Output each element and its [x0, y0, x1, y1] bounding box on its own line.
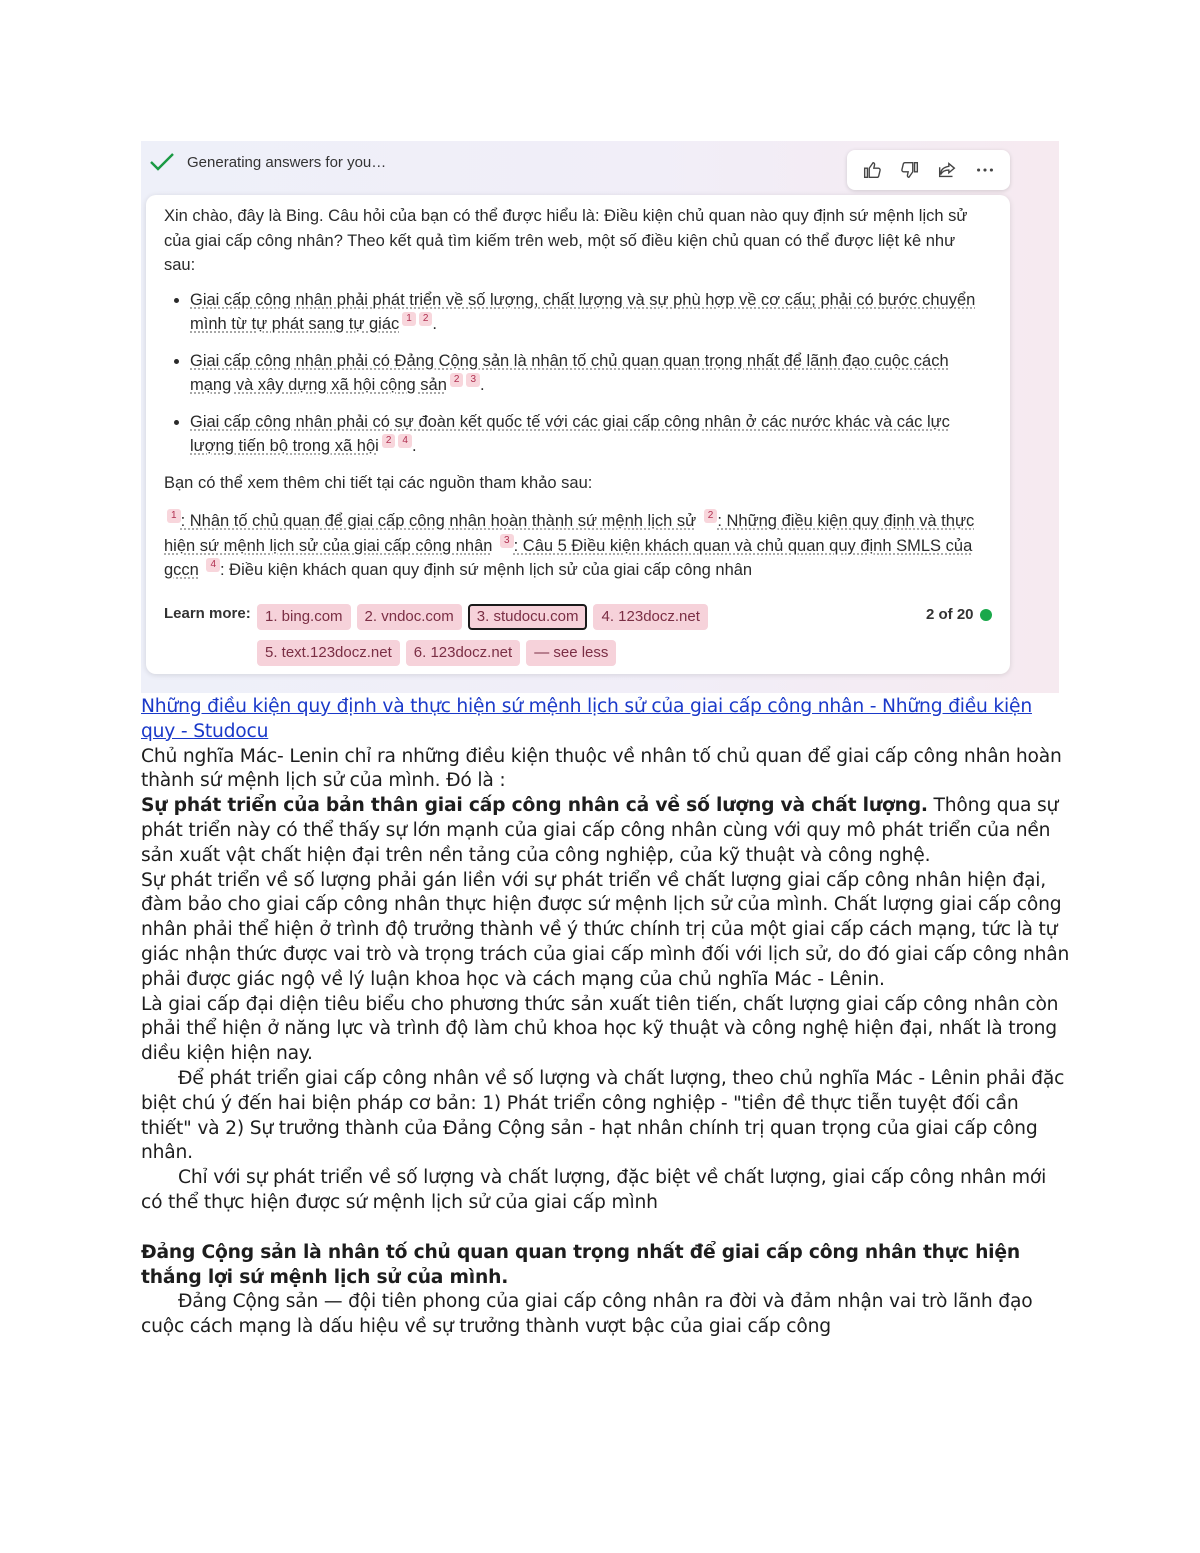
learn-more-label: Learn more:	[164, 605, 251, 622]
reference-list	[164, 509, 984, 583]
reaction-toolbar	[847, 150, 1010, 190]
paragraph: Để phát triển giai cấp công nhân về số lượng và chất lượng, theo chủ nghĩa Mác - Lênin phải đặc biệt chú ý đến hai biện pháp cơ bản: 1) Phát triển công nghiệp - "tiền đề thực tiễn tuyệt đối cần thiết" và 2) Sự trưởng thành của Đảng Cộng sản - hạt nhân chính trị quan trọng của giai cấp công nhân.	[141, 1067, 1065, 1164]
thumbs-down-icon[interactable]	[898, 158, 922, 182]
sources-intro: Bạn có thể xem thêm chi tiết tại các nguồn tham khảo sau:	[164, 473, 593, 492]
document-body	[141, 695, 1071, 1340]
paragraph: Đảng Cộng sản — đội tiên phong của giai cấp công nhân ra đời và đảm nhận vai trò lãnh đạo cuộc cách mạng là dấu hiệu về sự trưởng thành vượt bậc của giai cấp công	[141, 1291, 1033, 1338]
studocu-link[interactable]: Những điều kiện quy định và thực hiện sứ mệnh lịch sử của giai cấp công nhân - Những điều kiện quy - Studocu	[141, 696, 1032, 742]
paragraph: Chỉ với sự phát triển về số lượng và chất lượng, đặc biệt về chất lượng, giai cấp công nhân mới có thể thực hiện được sứ mệnh lịch sử của giai cấp mình	[141, 1167, 1047, 1213]
paragraph: Sự phát triển của bản thân giai cấp công nhân cả về số lượng và chất lượng. Thông qua sự phát triển này có thể thấy sự lớn mạnh của giai cấp công nhân cùng với quy mô phát triển của nền sản xuất vật chất hiện đại trên nền tảng của công nghiệp, của kỹ thuật và công nghệ.	[141, 795, 1059, 866]
reference-link[interactable]: : Điều kiện khách quan quy định sứ mệnh lịch sử của giai cấp công nhân	[220, 561, 753, 579]
paragraph: Chủ nghĩa Mác- Lenin chỉ ra những điều kiện thuộc về nhân tố chủ quan để giai cấp công nhân hoàn thành sứ mệnh lịch sử của mình. Đó là :	[141, 745, 1062, 792]
citation-badge[interactable]: 1	[167, 509, 181, 523]
citation-badge[interactable]: 3	[500, 534, 514, 548]
bing-answer-screenshot	[141, 141, 1059, 693]
source-chips	[257, 604, 777, 676]
reference-link[interactable]: : Những điều kiện quy định và thực hiện sứ mệnh lịch sử của giai cấp công nhân	[164, 512, 975, 555]
citation-badge[interactable]: 2	[704, 509, 718, 523]
paragraph: Là giai cấp đại diện tiêu biểu cho phương thức sản xuất tiên tiến, chất lượng giai cấp công nhân còn phải thể hiện ở năng lực và trình độ làm chủ khoa học kỹ thuật và công nghệ hiện đại, nhất là trong diều kiện hiện nay.	[141, 993, 1059, 1065]
share-icon[interactable]	[935, 158, 959, 182]
citation-badge[interactable]: 2	[419, 312, 433, 326]
generating-status	[149, 151, 386, 173]
answer-bullet: • Giai cấp công nhân phải có Đảng Cộng sản là nhân tố chủ quan quan trọng nhất để lãnh đạo cuộc cách mạng và xây dựng xã hội cộng sản 2 3 .	[190, 349, 984, 398]
more-options-icon[interactable]	[973, 158, 997, 182]
citation-badge[interactable]: 2	[382, 434, 396, 448]
thumbs-up-icon[interactable]	[860, 158, 884, 182]
status-text: Generating answers for you…	[187, 153, 387, 171]
source-chip[interactable]: 1. bing.com	[257, 604, 351, 630]
citation-badge[interactable]: 4	[398, 434, 412, 448]
bold-heading: Sự phát triển của bản thân giai cấp công nhân cả về số lượng và chất lượng.	[141, 795, 928, 817]
status-dot	[980, 609, 992, 621]
source-chip-selected[interactable]: 3. studocu.com	[468, 604, 588, 630]
answer-bullet: • Giai cấp công nhân phải phát triển về số lượng, chất lượng và sự phù hợp về cơ cấu; phải có bước chuyển mình từ tự phát sang tự giác 1 2 .	[190, 288, 984, 337]
see-less-button[interactable]: — see less	[526, 640, 616, 666]
response-counter: 2 of 20	[926, 606, 992, 623]
source-chip[interactable]: 4. 123docz.net	[593, 604, 707, 630]
reference-link[interactable]: : Câu 5 Điều kiện khách quan và chủ quan quy định SMLS của gccn	[164, 536, 973, 579]
citation-badge[interactable]: 4	[206, 558, 220, 572]
paragraph: Sự phát triển về số lượng phải gán liền với sự phát triển về chất lượng giai cấp công nhân hiện đại, đàm bảo cho giai cấp công nhân thực hiện được sứ mệnh lịch sử của mình. Chất lượng giai cấp công nhân phải thể hiện ở trình độ trưởng thành về ý thức chính trị của một giai cấp cách mạng, tức là tự giác nhận thức được vai trò và trọng trách của giai cấp mình đối với lịch sử, do đó giai cấp công nhân phải được giác ngộ về lý luận khoa học và cách mạng của chủ nghĩa Mác - Lênin.	[141, 869, 1070, 990]
answer-intro: Xin chào, đây là Bing. Câu hỏi của bạn có thể được hiểu là: Điều kiện chủ quan nào quy định sứ mệnh lịch sử của giai cấp công nhân? Theo kết quả tìm kiếm trên web, một số điều kiện chủ quan có thể được liệt kê như sau:	[164, 207, 968, 274]
citation-badge[interactable]: 2	[450, 373, 464, 387]
answer-bullet: • Giai cấp công nhân phải có sự đoàn kết quốc tế với các giai cấp công nhân ở các nước khác và các lực lượng tiến bộ trong xã hội 2 4 .	[190, 410, 984, 459]
answer-bullet-list	[164, 288, 984, 459]
source-chip[interactable]: 2. vndoc.com	[357, 604, 462, 630]
answer-card	[146, 195, 1010, 674]
citation-badge[interactable]: 3	[466, 373, 480, 387]
citation-badge[interactable]: 1	[402, 312, 416, 326]
checkmark-icon	[149, 151, 175, 173]
reference-link[interactable]: : Nhân tố chủ quan để giai cấp công nhân hoàn thành sứ mệnh lịch sử	[180, 512, 697, 530]
bold-heading: Đảng Cộng sản là nhân tố chủ quan quan trọng nhất để giai cấp công nhân thực hiện thắng lợi sứ mệnh lịch sử của mình.	[141, 1241, 1020, 1288]
source-chip[interactable]: 5. text.123docz.net	[257, 640, 400, 666]
source-chip[interactable]: 6. 123docz.net	[406, 640, 520, 666]
